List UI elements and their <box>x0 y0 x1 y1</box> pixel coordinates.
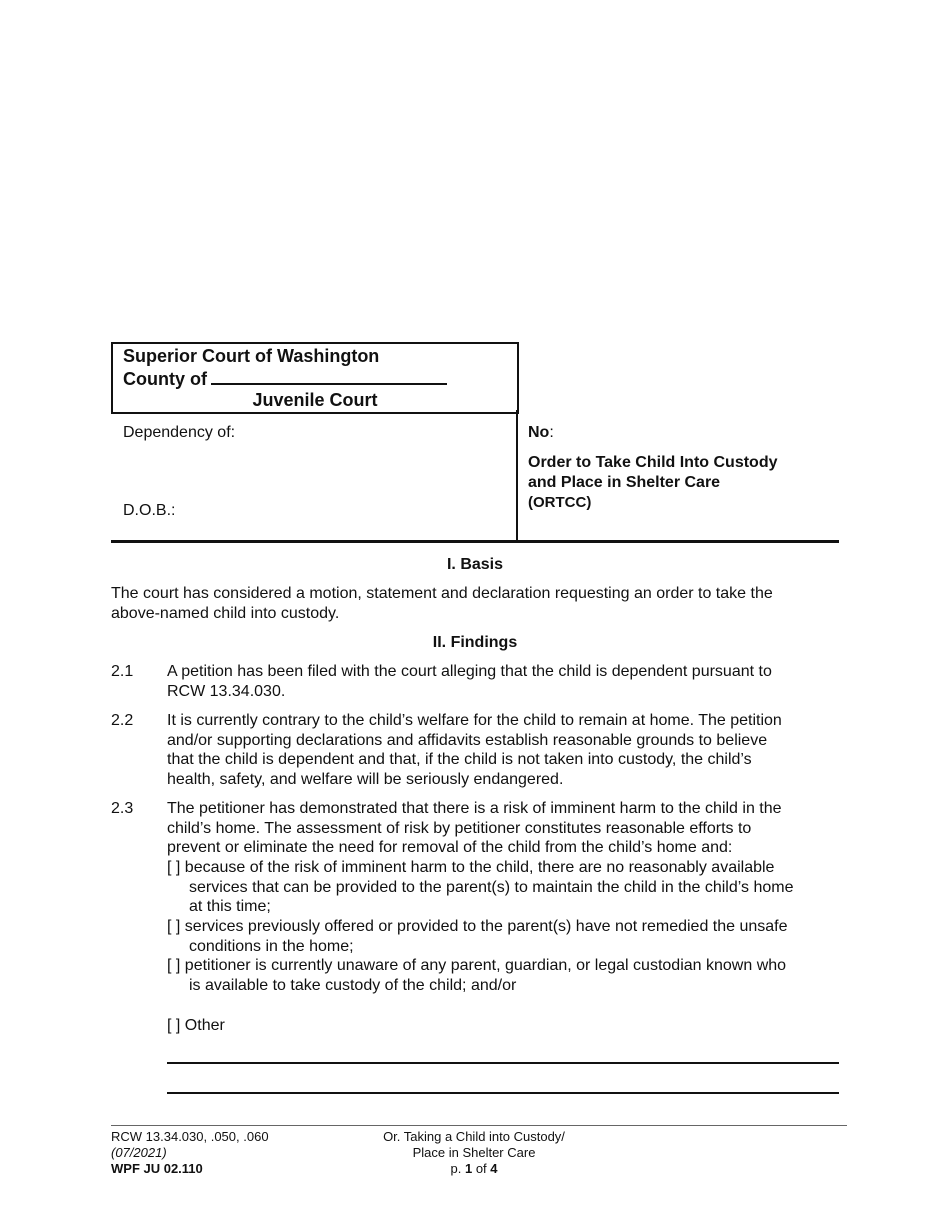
court-name: Superior Court of Washington <box>123 346 380 366</box>
text-line: The petitioner has demonstrated that there is a risk of imminent harm to the child in the <box>167 800 782 817</box>
checkbox-option-no-custodian <box>167 956 839 995</box>
option-text: at this time; <box>189 898 271 915</box>
option-text: services previously offered or provided to the parent(s) have not remedied the unsafe <box>184 918 788 935</box>
footer-title-line2: Place in Shelter Care <box>412 1145 536 1160</box>
checkbox[interactable]: [ ] <box>167 859 181 876</box>
page-of: of <box>475 1161 487 1176</box>
other-blank-line-2[interactable] <box>167 1092 839 1094</box>
county-blank[interactable] <box>211 367 447 385</box>
county-line <box>123 367 447 390</box>
basis-text-line2: above-named child into custody. <box>111 604 340 622</box>
footer-form-id: WPF JU 02.110 <box>111 1161 203 1176</box>
caption-bottom-rule <box>111 540 839 543</box>
checkbox-option-services-not-remedied <box>167 917 839 956</box>
basis-text-line1: The court has considered a motion, statement and declaration requesting an order to take the <box>111 585 773 602</box>
finding-2-3-text <box>167 799 839 858</box>
footer-center <box>350 1129 598 1177</box>
case-number-colon: : <box>549 424 554 441</box>
footer-revision: (07/2021) <box>111 1145 167 1160</box>
checkbox-option-imminent-harm <box>167 858 839 917</box>
finding-number: 2.3 <box>111 800 134 817</box>
text-line: It is currently contrary to the child’s welfare for the child to remain at home. The petition <box>167 712 782 729</box>
footer-statute: RCW 13.34.030, .050, .060 <box>111 1129 269 1144</box>
text-line: RCW 13.34.030. <box>167 682 286 700</box>
basis-heading: I. Basis <box>446 556 504 573</box>
page-prefix: p. <box>450 1161 462 1176</box>
option-text: petitioner is currently unaware of any parent, guardian, or legal custodian known who <box>184 957 787 974</box>
order-abbreviation: (ORTCC) <box>528 494 592 511</box>
finding-2-2-text <box>167 711 839 789</box>
page-current: 1 <box>464 1161 473 1176</box>
checkbox[interactable]: [ ] <box>167 918 181 935</box>
text-line: and/or supporting declarations and affidavits establish reasonable grounds to believe <box>167 731 768 749</box>
findings-heading: II. Findings <box>432 634 518 651</box>
option-text: services that can be provided to the parent(s) to maintain the child in the child’s home <box>189 878 794 896</box>
option-text: Other <box>184 1017 225 1034</box>
text-line: prevent or eliminate the need for removal of the child from the child’s home and: <box>167 839 733 856</box>
dependency-label: Dependency of: <box>123 424 236 441</box>
option-text: because of the risk of imminent harm to the child, there are no reasonably available <box>184 859 775 876</box>
order-title-line1: Order to Take Child Into Custody <box>528 454 778 471</box>
court-caption-box <box>111 342 519 414</box>
finding-2-1-text <box>167 662 839 701</box>
page-total: 4 <box>490 1161 498 1176</box>
text-line: health, safety, and welfare will be seriously endangered. <box>167 770 564 788</box>
order-title-line2: and Place in Shelter Care <box>528 474 721 491</box>
case-number-field <box>528 423 554 443</box>
text-line: A petition has been filed with the court alleging that the child is dependent pursuant to <box>167 663 772 680</box>
case-number-label: No <box>528 424 550 441</box>
footer-page-number <box>350 1161 598 1177</box>
other-blank-line-1[interactable] <box>167 1062 839 1064</box>
option-text: conditions in the home; <box>189 937 354 955</box>
court-division: Juvenile Court <box>252 390 378 410</box>
checkbox-option-other <box>167 1016 839 1036</box>
text-line: child’s home. The assessment of risk by petitioner constitutes reasonable efforts to <box>167 819 752 837</box>
county-label: County of <box>123 369 207 389</box>
dob-label: D.O.B.: <box>123 502 176 519</box>
footer-title-line1: Or. Taking a Child into Custody/ <box>383 1129 565 1144</box>
footer-left <box>111 1129 269 1177</box>
finding-number: 2.2 <box>111 712 134 729</box>
finding-number: 2.1 <box>111 663 134 680</box>
checkbox[interactable]: [ ] <box>167 957 181 974</box>
option-text: is available to take custody of the child; and/or <box>189 976 517 994</box>
caption-divider <box>516 410 518 542</box>
text-line: that the child is dependent and that, if the child is not taken into custody, the child’s <box>167 751 752 768</box>
checkbox[interactable]: [ ] <box>167 1017 181 1034</box>
footer-rule <box>111 1125 847 1126</box>
